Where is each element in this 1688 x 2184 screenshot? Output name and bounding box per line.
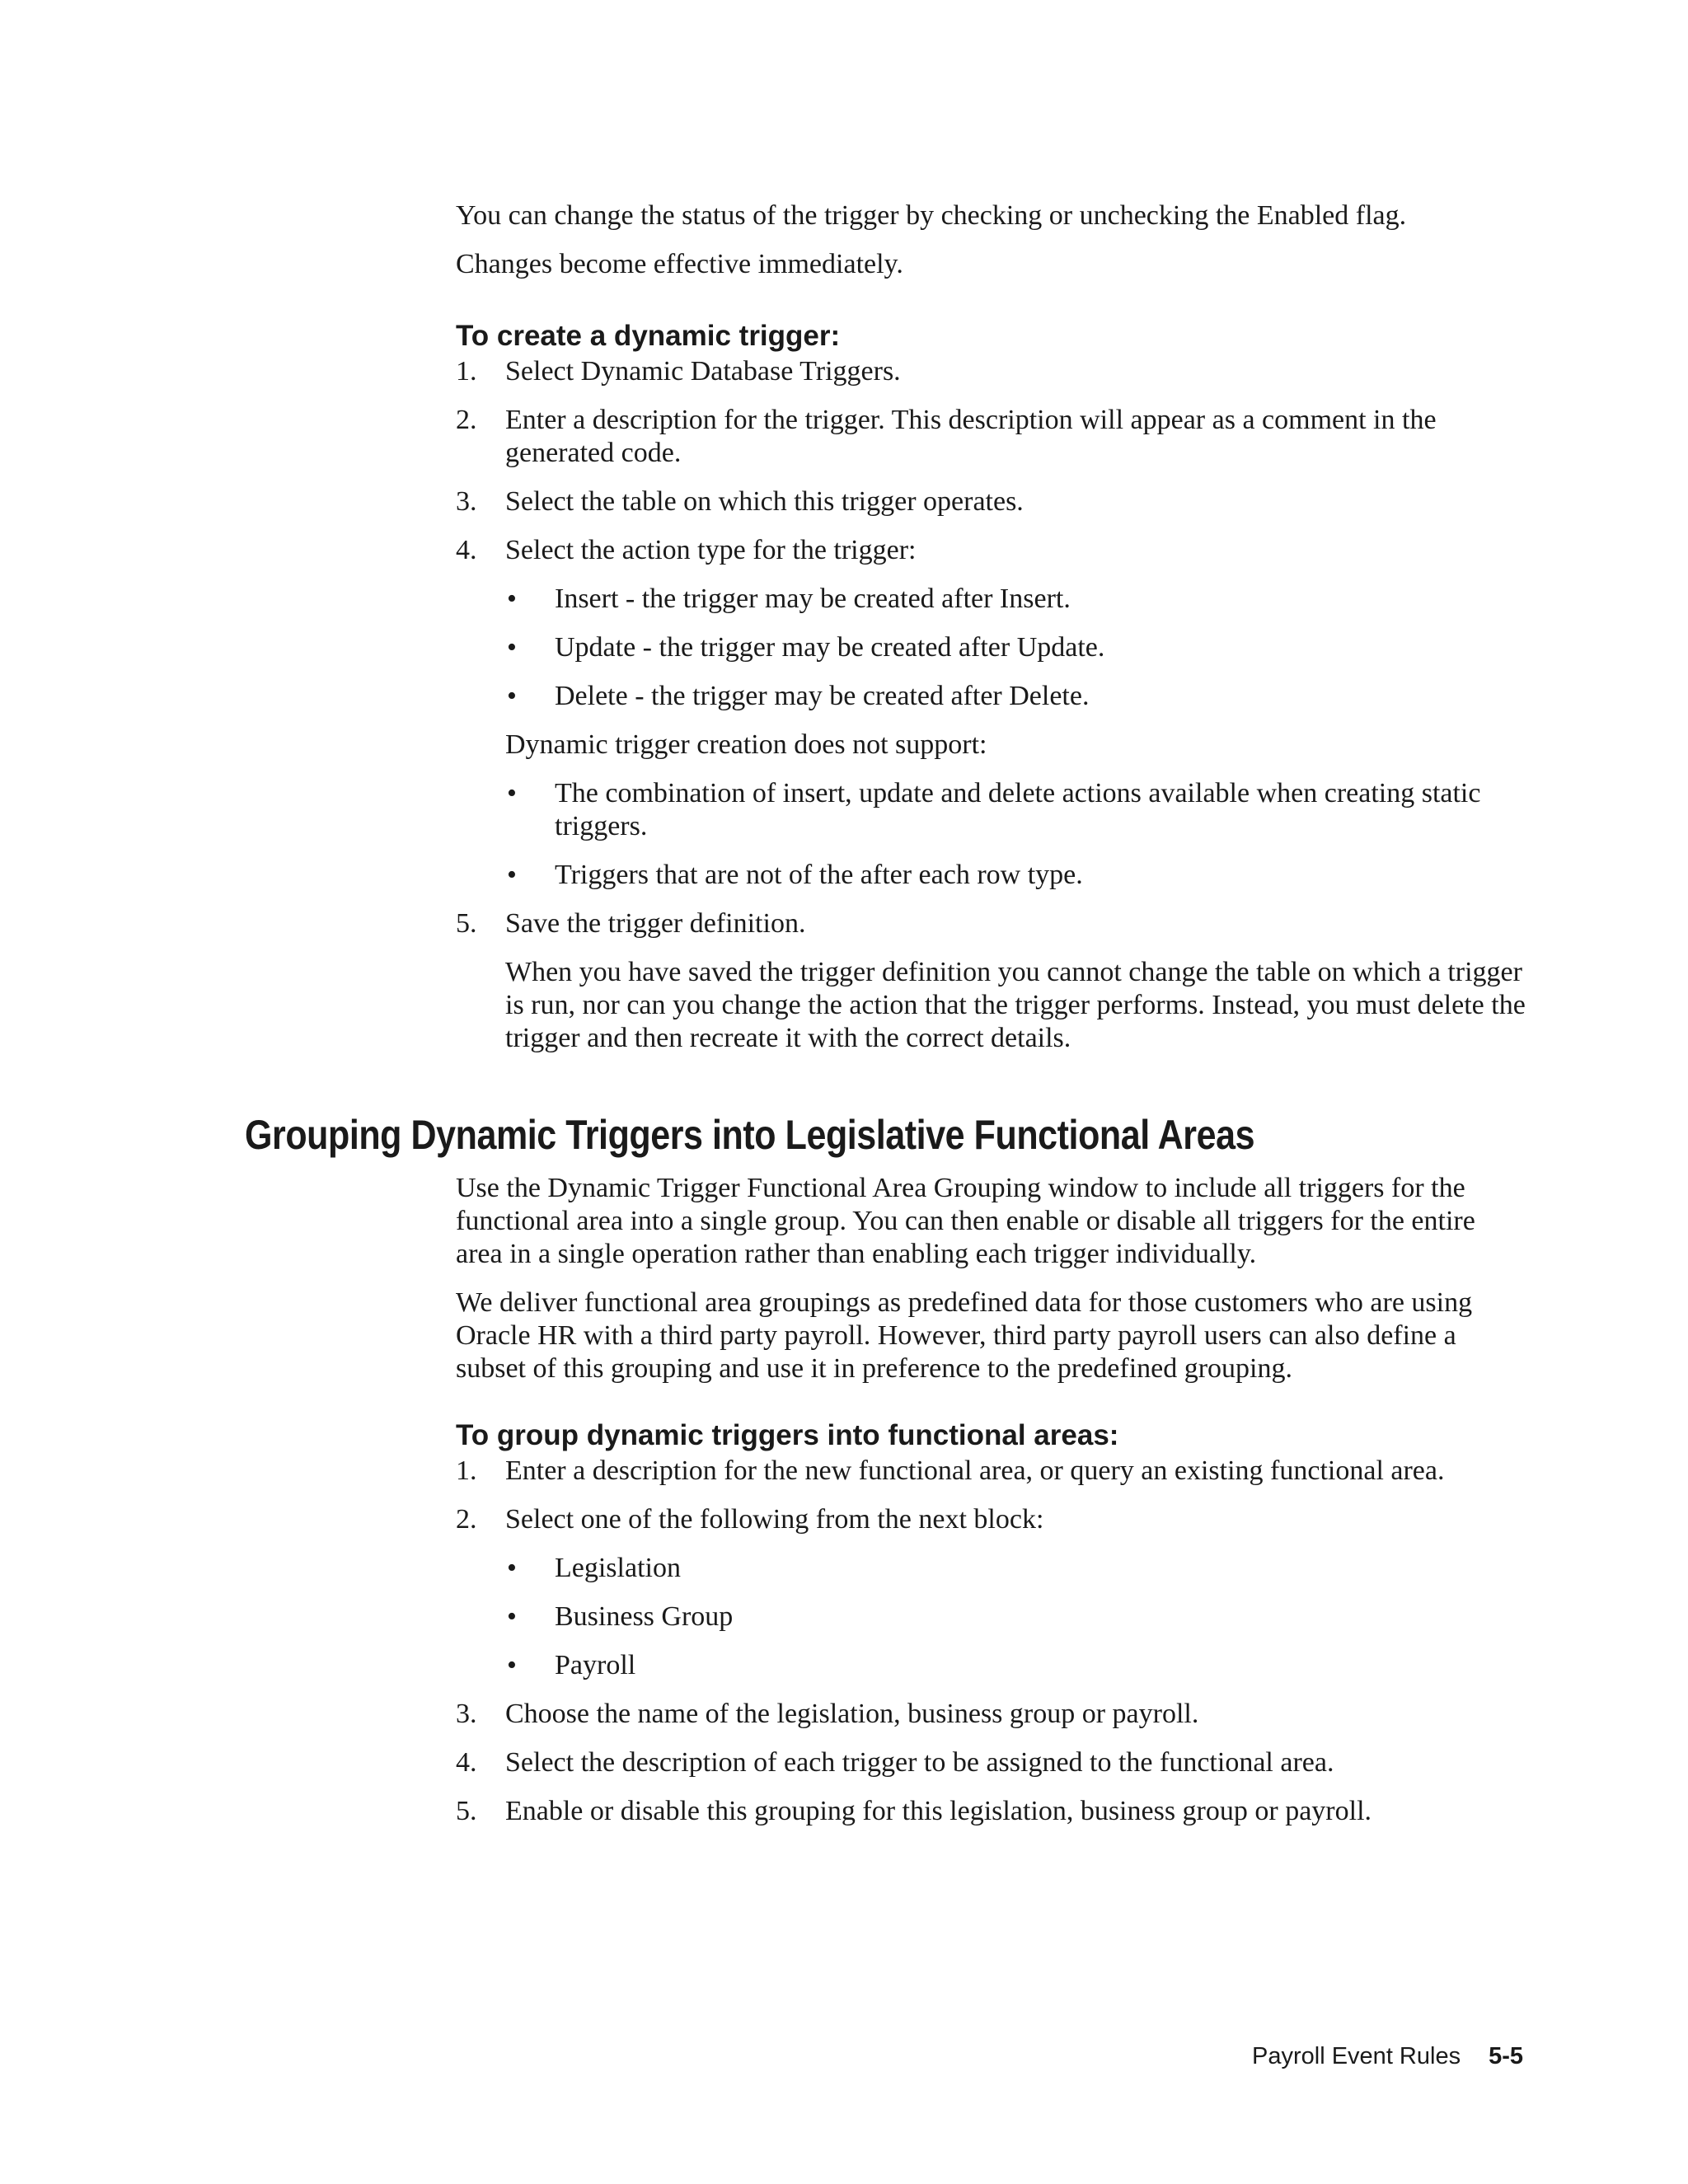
step-number: 4.	[456, 1747, 477, 1778]
bullet-icon: •	[507, 583, 517, 614]
list-item	[505, 1552, 1527, 1585]
save-note: When you have saved the trigger definition you cannot change the table on which a trigger is run, nor can you change the action that the trigger performs. Instead, you must delete the trigger and then recreate it with the correct details.	[505, 957, 1526, 1053]
step-number: 2.	[456, 405, 477, 435]
step-text: Enable or disable this grouping for this legislation, business group or payroll.	[505, 1796, 1372, 1826]
not-supported-intro: Dynamic trigger creation does not support:	[505, 729, 987, 760]
list-item	[505, 680, 1527, 713]
bullet-icon: •	[507, 681, 517, 711]
step-number: 5.	[456, 1796, 477, 1826]
list-item	[505, 1649, 1527, 1682]
footer-chapter-title: Payroll Event Rules	[1252, 2043, 1461, 2069]
list-item	[505, 631, 1527, 664]
list-item-text: Payroll	[555, 1650, 636, 1680]
procedure-heading: To group dynamic triggers into functional areas:	[456, 1419, 1119, 1451]
intro-paragraph-2: Changes become effective immediately.	[456, 249, 903, 279]
step-item	[456, 1503, 1527, 1682]
step-item	[456, 485, 1527, 518]
list-item-text: Triggers that are not of the after each row type.	[555, 860, 1083, 890]
step-text: Enter a description for the trigger. This description will appear as a comment in the generated code.	[505, 405, 1437, 468]
page-footer	[1252, 2042, 1523, 2070]
section-heading: Grouping Dynamic Triggers into Legislative Functional Areas	[245, 1112, 1255, 1158]
step-number: 1.	[456, 1455, 477, 1486]
step-item	[456, 404, 1494, 470]
create-trigger-steps	[456, 355, 1527, 1055]
step-item	[456, 534, 1527, 892]
list-item-text: Update - the trigger may be created after Update.	[555, 632, 1105, 663]
bullet-icon: •	[507, 860, 517, 890]
grouping-options-list	[505, 1552, 1527, 1682]
procedure-heading: To create a dynamic trigger:	[456, 320, 841, 352]
group-triggers-steps	[456, 1455, 1527, 1828]
step-text: Select the description of each trigger to be assigned to the functional area.	[505, 1747, 1334, 1778]
step-number: 4.	[456, 535, 477, 565]
list-item	[505, 777, 1568, 843]
step-number: 2.	[456, 1504, 477, 1535]
create-trigger-procedure	[456, 319, 1527, 1055]
step-item	[456, 1746, 1527, 1779]
page-number: 5-5	[1489, 2043, 1523, 2069]
step-item	[456, 907, 1527, 1055]
not-supported-list	[505, 777, 1527, 892]
step-text: Select Dynamic Database Triggers.	[505, 356, 901, 387]
step-text: Select the table on which this trigger operates.	[505, 486, 1024, 517]
step-item	[456, 1455, 1527, 1488]
action-type-list	[505, 583, 1527, 713]
step-number: 5.	[456, 908, 477, 939]
bullet-icon: •	[507, 1601, 517, 1632]
bullet-icon: •	[507, 1553, 517, 1583]
step-text: Select the action type for the trigger:	[505, 535, 917, 565]
step-number: 3.	[456, 486, 477, 517]
group-triggers-procedure	[456, 1418, 1527, 1828]
bullet-icon: •	[507, 1650, 517, 1680]
step-text: Enter a description for the new functional area, or query an existing functional area.	[505, 1455, 1445, 1486]
intro-paragraph-1: You can change the status of the trigger by checking or unchecking the Enabled flag.	[456, 200, 1407, 231]
list-item	[505, 859, 1527, 892]
step-item	[456, 1698, 1527, 1731]
list-item-text: Insert - the trigger may be created after Insert.	[555, 583, 1071, 614]
list-item-text: Delete - the trigger may be created after Delete.	[555, 681, 1090, 711]
step-number: 1.	[456, 356, 477, 387]
step-text: Choose the name of the legislation, business group or payroll.	[505, 1699, 1199, 1729]
step-item	[456, 355, 1527, 388]
list-item	[505, 1601, 1527, 1633]
bullet-icon: •	[507, 632, 517, 663]
list-item-text: The combination of insert, update and delete actions available when creating static triggers.	[555, 778, 1481, 841]
step-text: Save the trigger definition.	[505, 908, 806, 939]
list-item-text: Legislation	[555, 1553, 681, 1583]
step-item	[456, 1795, 1527, 1828]
grouping-paragraph-2: We deliver functional area groupings as predefined data for those customers who are using Oracle HR with a third party payroll. However, third party payroll users can also define a subset of this grouping and use it in preference to the predefined grouping.	[456, 1287, 1473, 1384]
list-item	[505, 583, 1527, 616]
grouping-paragraph-1: Use the Dynamic Trigger Functional Area Grouping window to include all triggers for the functional area into a single group. You can then enable or disable all triggers for the entire area in a single operation rather than enabling each trigger individually.	[456, 1173, 1475, 1269]
step-number: 3.	[456, 1699, 477, 1729]
grouping-section	[456, 1172, 1527, 1385]
list-item-text: Business Group	[555, 1601, 734, 1632]
bullet-icon: •	[507, 778, 517, 808]
step-text: Select one of the following from the next block:	[505, 1504, 1044, 1535]
intro-section	[456, 199, 1527, 281]
